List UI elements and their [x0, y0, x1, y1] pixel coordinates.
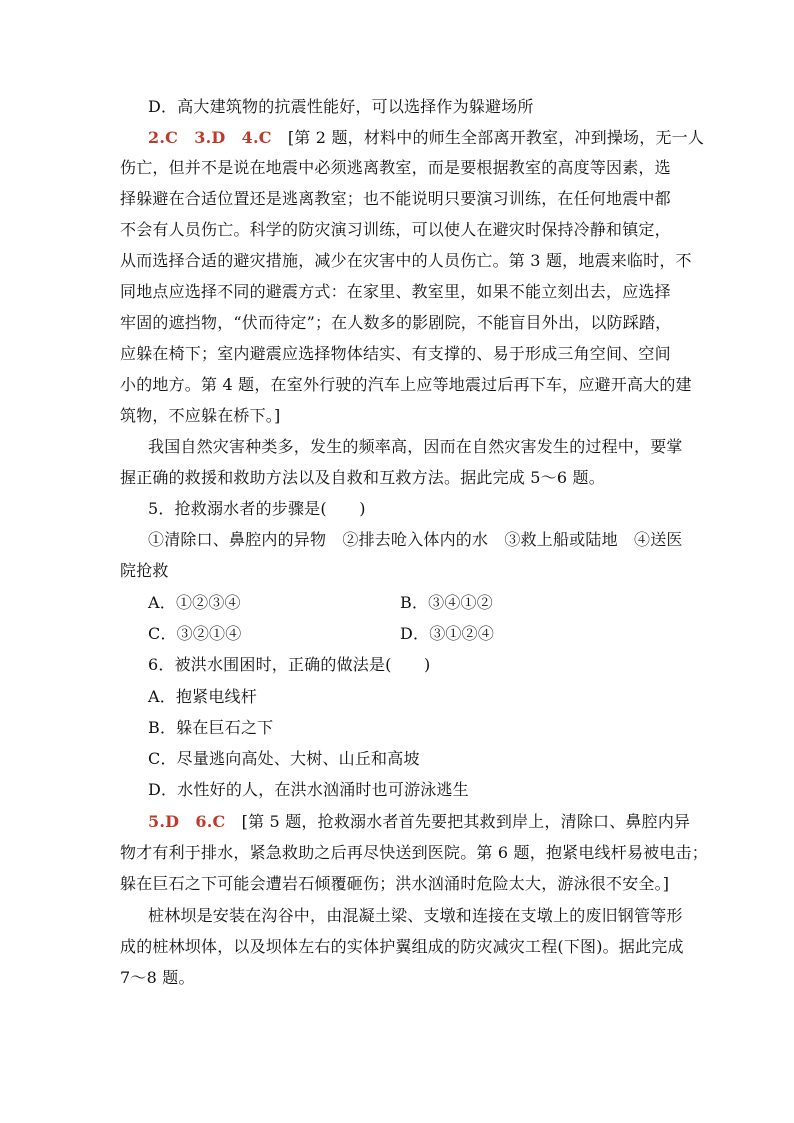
explanation-start: [第 2 题，材料中的师生全部离开教室，冲到操场，无一人 — [271, 128, 705, 147]
explanation-line: 躲在巨石之下可能会遭岩石倾覆砸伤；洪水汹涌时危险太大，游泳很不安全。] — [120, 874, 670, 893]
explanation-line: 筑物，不应躲在桥下。] — [120, 406, 281, 425]
passage-intro: 我国自然灾害种类多，发生的频率高，因而在自然灾害发生的过程中，要掌 — [148, 437, 683, 456]
q6-option-b: B．躲在巨石之下 — [148, 718, 274, 737]
answer-line-5-6 — [148, 811, 690, 833]
q4-option-d: D．高大建筑物的抗震性能好，可以选择作为躲避场所 — [148, 97, 534, 116]
question-5-items: ①清除口、鼻腔内的异物 ②排去呛入体内的水 ③救上船或陆地 ④送医 — [148, 530, 683, 549]
q6-option-c: C．尽量逃向高处、大树、山丘和高坡 — [148, 749, 420, 768]
q5-option-c: C．③②①④ — [148, 624, 242, 643]
question-6-stem: 6．被洪水围困时，正确的做法是( ) — [148, 655, 431, 674]
passage-intro: 7～8 题。 — [120, 968, 195, 987]
explanation-line: 应躲在椅下；室内避震应选择物体结实、有支撑的、易于形成三角空间、空间 — [120, 344, 671, 363]
answer-key-5-6: 5.D 6.C — [148, 812, 226, 831]
explanation-line: 不会有人员伤亡。科学的防灾演习训练，可以使人在避灾时保持冷静和镇定， — [120, 220, 671, 239]
explanation-line: 择躲避在合适位置还是逃离教室；也不能说明只要演习训练，在任何地震中都 — [120, 189, 671, 208]
q5-option-d: D．③①②④ — [400, 624, 495, 643]
explanation-start: [第 5 题，抢救溺水者首先要把其救到岸上，清除口、鼻腔内异 — [225, 812, 691, 831]
explanation-line: 从而选择合适的避灾措施，减少在灾害中的人员伤亡。第 3 题，地震来临时，不 — [120, 251, 692, 270]
passage-intro: 握正确的救援和救助方法以及自救和互救方法。据此完成 5～6 题。 — [120, 468, 605, 487]
q6-option-d: D．水性好的人，在洪水汹涌时也可游泳逃生 — [148, 780, 469, 799]
question-5-items: 院抢救 — [120, 561, 169, 580]
answer-line-2-4 — [148, 127, 704, 149]
explanation-line: 小的地方。第 4 题，在室外行驶的汽车上应等地震过后再下车，应避开高大的建 — [120, 375, 692, 394]
q6-option-a: A．抱紧电线杆 — [148, 687, 257, 706]
explanation-line: 物才有利于排水，紧急救助之后再尽快送到医院。第 6 题，抱紧电线杆易被电击； — [120, 843, 708, 862]
passage-intro: 成的桩林坝体，以及坝体左右的实体护翼组成的防灾减灾工程(下图)。据此完成 — [120, 937, 684, 956]
explanation-line: 牢固的遮挡物，“伏而待定”；在人数多的影剧院，不能盲目外出，以防踩踏， — [120, 313, 672, 332]
passage-intro: 桩林坝是安装在沟谷中，由混凝土梁、支墩和连接在支墩上的废旧钢管等形 — [148, 906, 683, 925]
q5-option-a: A．①②③④ — [148, 593, 241, 612]
question-5-stem: 5．抢救溺水者的步骤是( ) — [148, 499, 366, 518]
answer-key-2-4: 2.C 3.D 4.C — [148, 128, 272, 147]
explanation-line: 同地点应选择不同的避震方式：在家里、教室里，如果不能立刻出去，应选择 — [120, 282, 671, 301]
explanation-line: 伤亡，但并不是说在地震中必须逃离教室，而是要根据教室的高度等因素，选 — [120, 158, 671, 177]
q5-option-b: B．③④①② — [400, 593, 493, 612]
